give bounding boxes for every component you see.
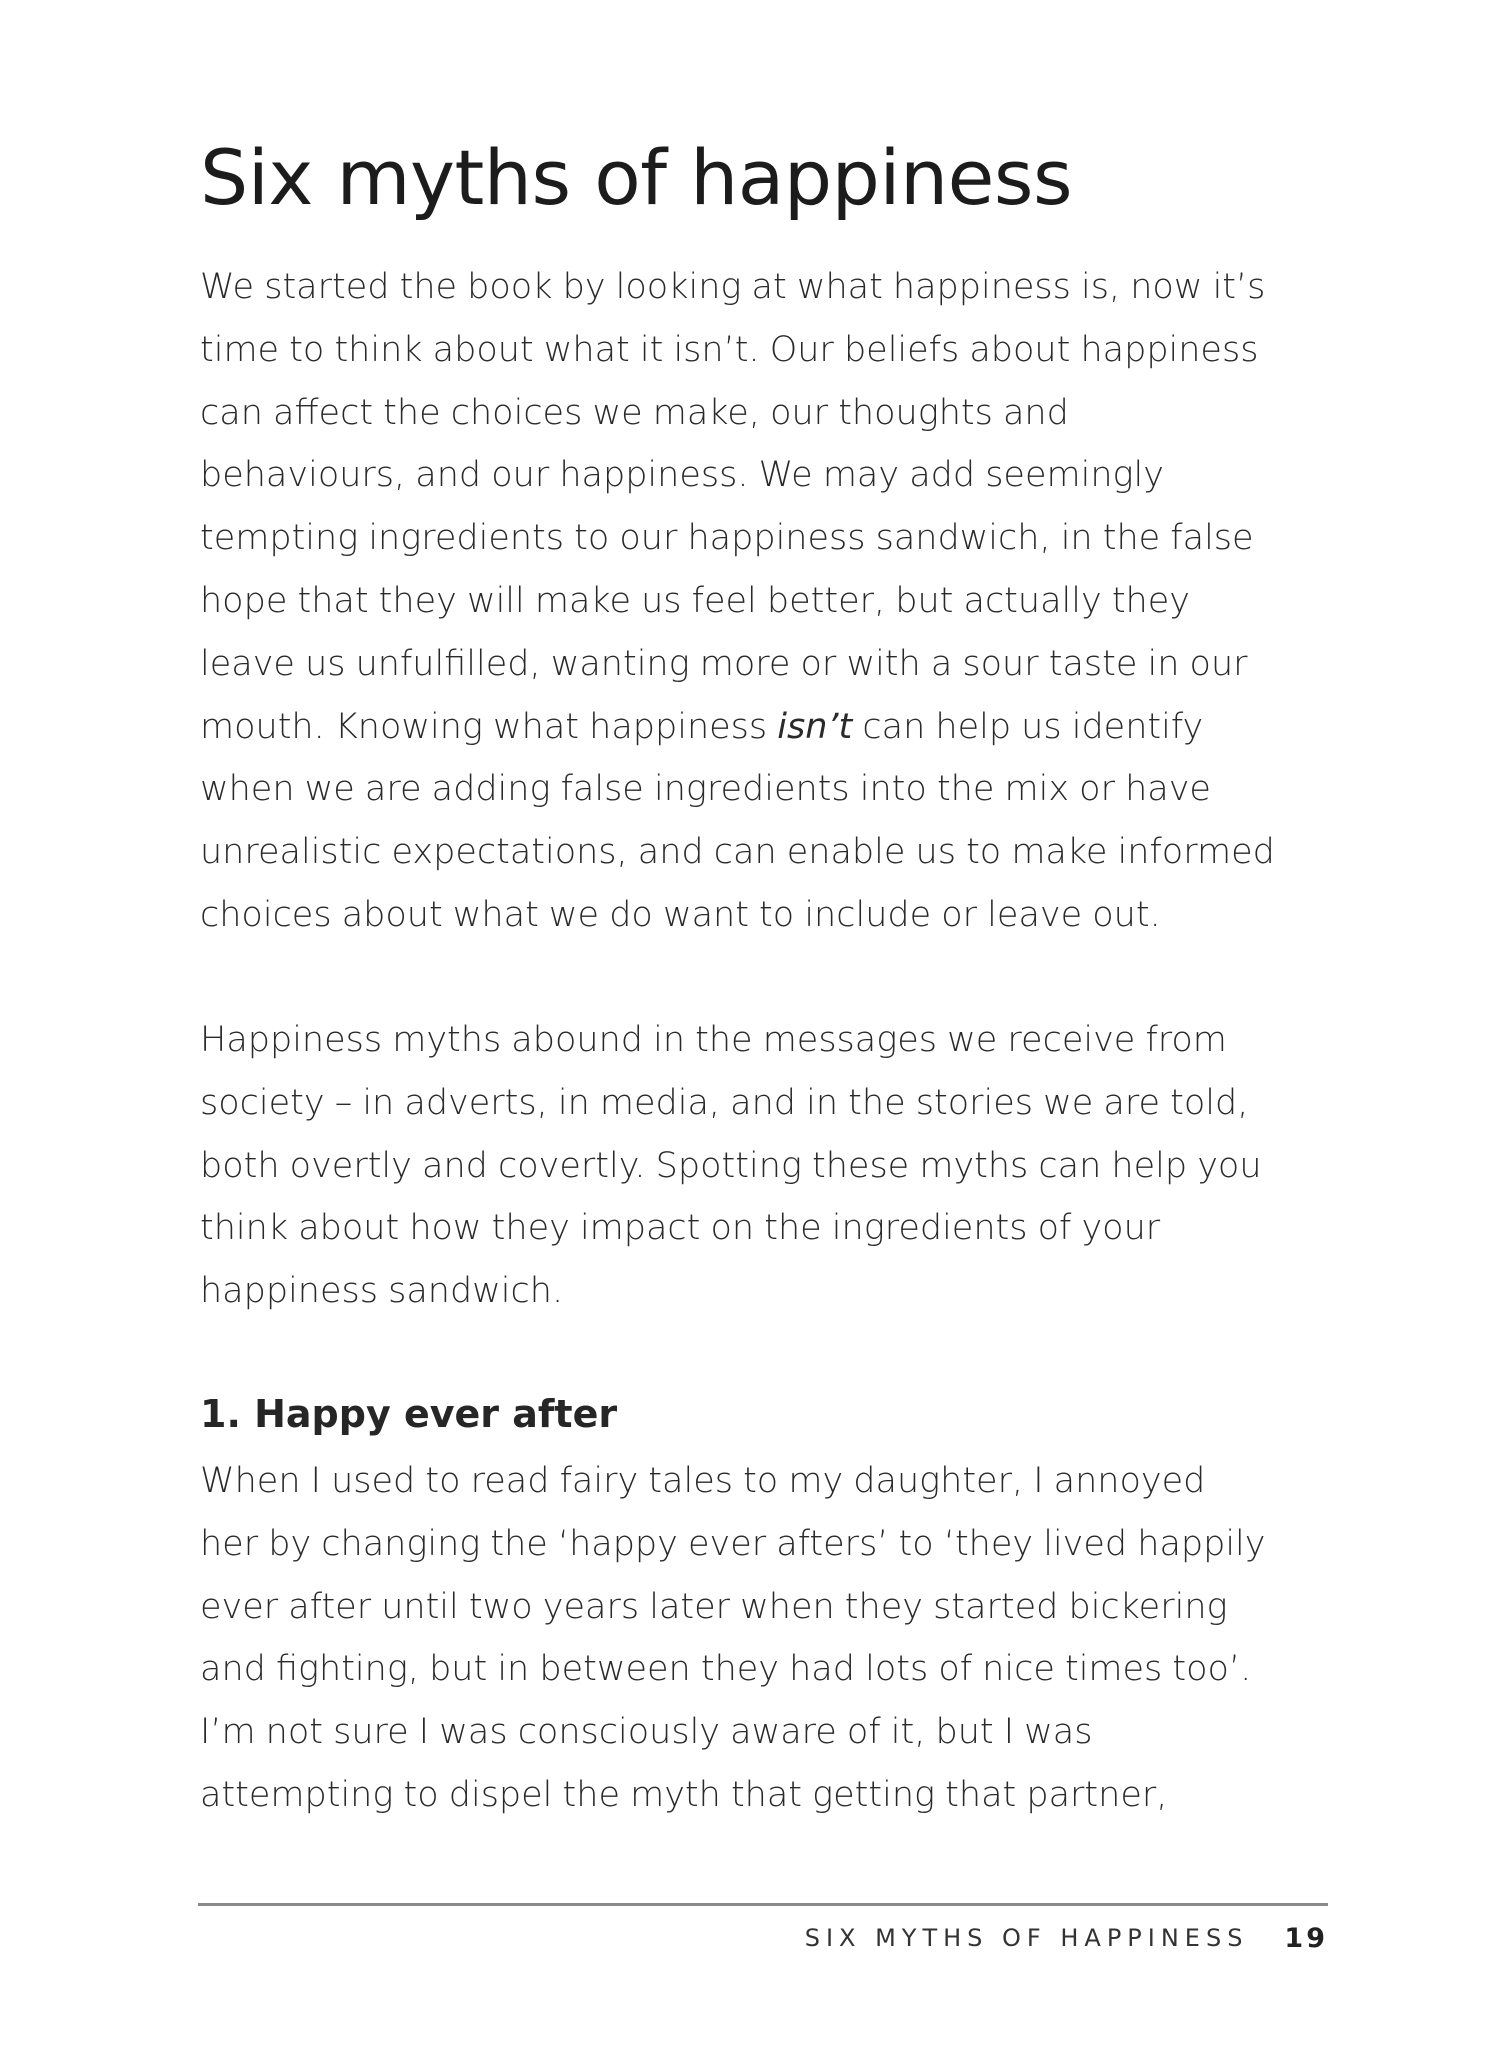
intro-line: tempting ingredients to our happiness sandwich, in the false [200, 518, 1254, 559]
intro-line: behaviours, and our happiness. We may add seemingly [200, 455, 1164, 496]
intro-line: when we are adding false ingredients into the mix or have [200, 769, 1211, 810]
intro-line: hope that they will make us feel better, but actually they [200, 580, 1190, 621]
intro-line: leave us unfulfilled, wanting more or with a sour taste in our [200, 643, 1248, 684]
footer-divider [198, 1903, 1328, 1906]
intro-line-start: mouth. Knowing what happiness [200, 706, 778, 747]
intro-line: can affect the choices we make, our thoughts and [200, 392, 1069, 433]
myths-paragraph: Happiness myths abound in the messages we receive from society – in adverts, in media, and in the stories we are told, both overtly and covertly. Spotting these myths can help you think about how they impact on the ingredients of your happiness sandwich. [200, 1020, 1262, 1312]
intro-line: We started the book by looking at what happiness is, now it’s [200, 267, 1266, 307]
page-number: 19 [1284, 1922, 1328, 1954]
page-title: Six myths of happiness [200, 133, 1073, 222]
emphasis-isnt: isn’t [777, 706, 853, 747]
section-heading: 1. Happy ever after [200, 1392, 618, 1436]
intro-line-end: can help us identify [852, 706, 1204, 747]
running-head: SIX MYTHS OF HAPPINESS [804, 1924, 1249, 1952]
section-paragraph: When I used to read fairy tales to my daughter, I annoyed her by changing the ‘happy ever afters’ to ‘they lived happily ever after until two years later when they started bickering and fighting, but in between they had lots of nice times too’. I’m not sure I was consciously aware of it, but I was attempting to dispel the myth that getting that partner, [200, 1461, 1266, 1815]
intro-paragraph [200, 256, 1325, 947]
intro-line: time to think about what it isn’t. Our beliefs about happiness [200, 329, 1259, 370]
page-footer [805, 1918, 1328, 1958]
intro-line: choices about what we do want to include or leave out. [200, 894, 1161, 935]
intro-line: unrealistic expectations, and can enable us to make informed [200, 832, 1275, 873]
